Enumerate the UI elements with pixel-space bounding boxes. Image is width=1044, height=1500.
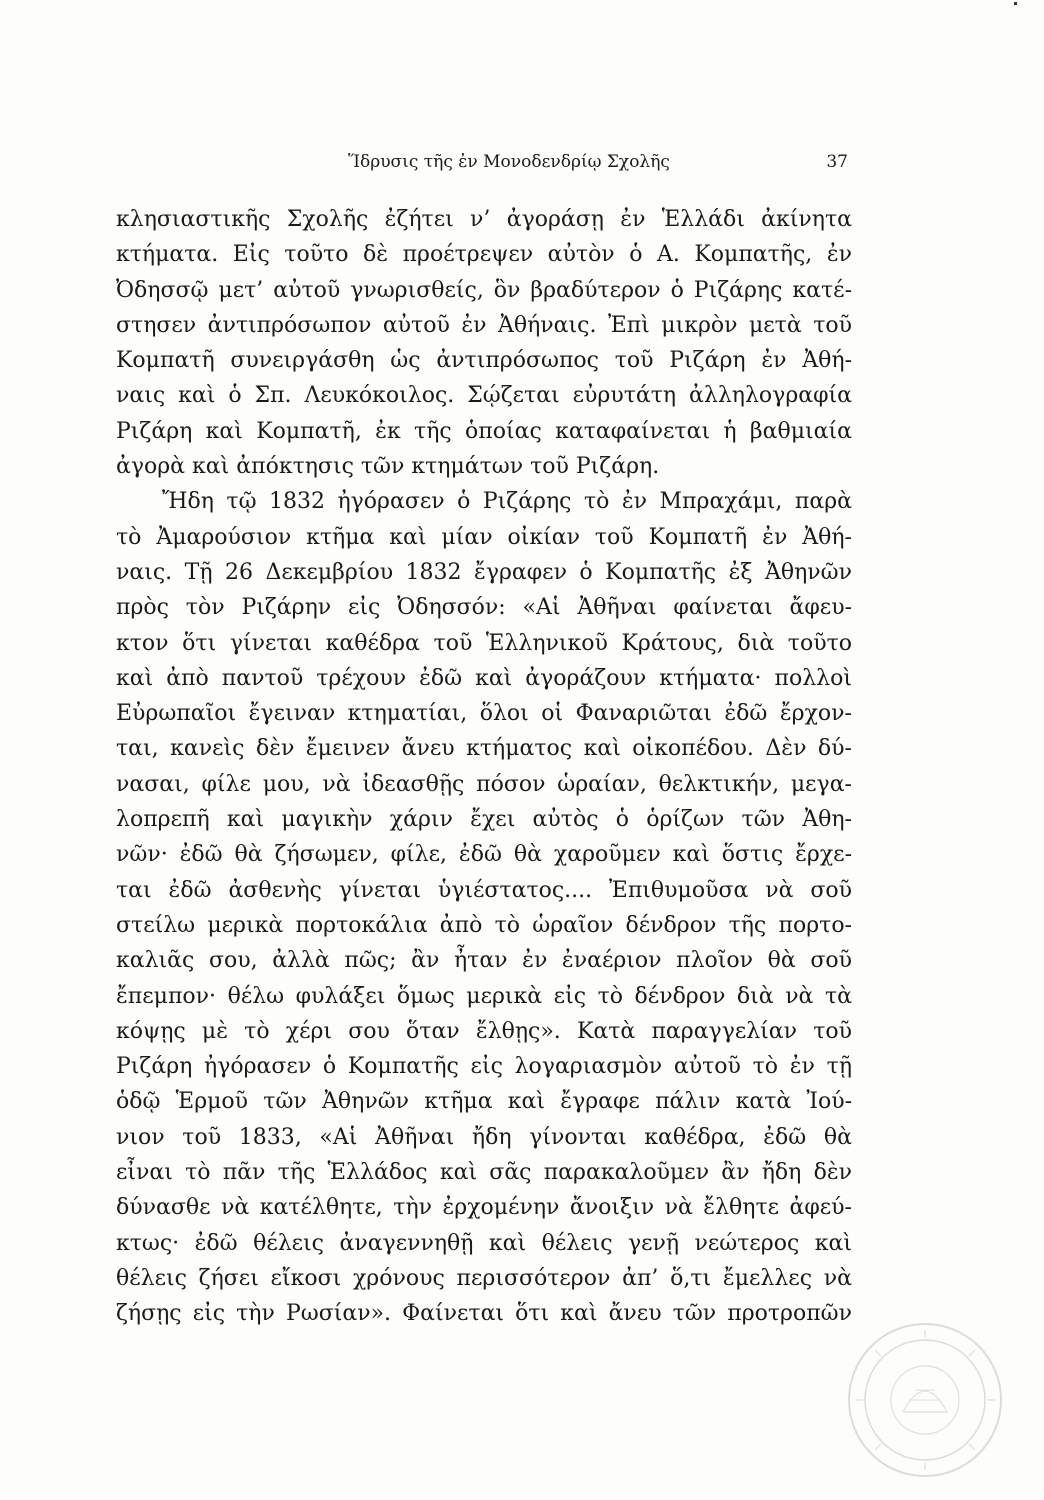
text-line: πρὸς τὸν Ριζάρην εἰς Ὀδησσόν: «Αἱ Ἀθῆναι φαίνεται ἄφευ- — [116, 595, 852, 621]
text-line: λοπρεπῆ καὶ μαγικὴν χάριν ἔχει αὐτὸς ὁ ὁρίζων τῶν Ἀθη- — [116, 807, 852, 833]
running-header — [118, 150, 848, 174]
text-line: καλιᾶς σου, ἀλλὰ πῶς; ἂν ἦταν ἐν ἐναέριον πλοῖον θὰ σοῦ — [116, 948, 852, 974]
text-line: ζήσῃς εἰς τὴν Ρωσίαν». Φαίνεται ὅτι καὶ ἄνευ τῶν προτροπῶν — [116, 1301, 852, 1327]
body-text — [116, 202, 852, 1332]
text-line: κόψῃς μὲ τὸ χέρι σου ὅταν ἔλθῃς». Κατὰ παραγγελίαν τοῦ — [116, 1018, 852, 1044]
text-line: θέλεις ζήσει εἴκοσι χρόνους περισσότερον ἀπ’ ὅ,τι ἔμελλες νὰ — [116, 1265, 852, 1291]
text-line: Ὀδησσῷ μετ’ αὐτοῦ γνωρισθείς, ὃν βραδύτερον ὁ Ριζάρης κατέ- — [116, 277, 852, 303]
text-line: εἶναι τὸ πᾶν τῆς Ἑλλάδος καὶ σᾶς παρακαλοῦμεν ἂν ἤδη δὲν — [116, 1160, 852, 1186]
text-line: καὶ ἀπὸ παντοῦ τρέχουν ἐδῶ καὶ ἀγοράζουν κτήματα· πολλοὶ — [116, 665, 852, 691]
text-line: νῶν· ἐδῶ θὰ ζήσωμεν, φίλε, ἐδῶ θὰ χαροῦμεν καὶ ὅστις ἔρχε- — [116, 842, 852, 868]
text-line: κτήματα. Εἰς τοῦτο δὲ προέτρεψεν αὐτὸν ὁ Α. Κομπατῆς, ἐν — [116, 242, 852, 268]
text-line: ἀγορὰ καὶ ἀπόκτησις τῶν κτημάτων τοῦ Ριζάρη. — [116, 454, 660, 480]
text-line: ναις καὶ ὁ Σπ. Λευκόκοιλος. Σῴζεται εὐρυτάτη ἀλληλογραφία — [116, 383, 852, 409]
text-line: κλησιαστικῆς Σχολῆς ἐζήτει ν’ ἀγοράσῃ ἐν Ἑλλάδι ἀκίνητα — [116, 207, 852, 232]
text-line: δύνασθε νὰ κατέλθητε, τὴν ἐρχομένην ἄνοιξιν νὰ ἔλθητε ἀφεύ- — [116, 1195, 852, 1221]
text-line: ὁδῷ Ἑρμοῦ τῶν Ἀθηνῶν κτῆμα καὶ ἔγραφε πάλιν κατὰ Ἰού- — [116, 1089, 852, 1115]
text-line: κτον ὅτι γίνεται καθέδρα τοῦ Ἑλληνικοῦ Κράτους, διὰ τοῦτο — [116, 630, 852, 656]
text-line: Κομπατῆ συνειργάσθη ὡς ἀντιπρόσωπος τοῦ Ριζάρη ἐν Ἀθή- — [116, 348, 852, 374]
corner-speck — [1014, 2, 1017, 5]
text-line: κτως· ἐδῶ θέλεις ἀναγεννηθῇ καὶ θέλεις γενῇ νεώτερος καὶ — [116, 1230, 852, 1256]
text-line: τὸ Ἀμαρούσιον κτῆμα καὶ μίαν οἰκίαν τοῦ Κομπατῆ ἐν Ἀθή- — [116, 524, 852, 550]
text-line: ἔπεμπον· θέλω φυλάξει ὅμως μερικὰ εἰς τὸ δένδρον διὰ νὰ τὰ — [116, 983, 852, 1009]
text-line: ται ἐδῶ ἀσθενὴς γίνεται ὑγιέστατος.... Ἐπιθυμοῦσα νὰ σοῦ — [116, 877, 852, 903]
text-line: νασαι, φίλε μου, νὰ ἰδεασθῇς πόσον ὡραίαν, θελκτικήν, μεγα- — [116, 771, 852, 797]
text-line: Ριζάρη ἠγόρασεν ὁ Κομπατῆς εἰς λογαριασμὸν αὐτοῦ τὸ ἐν τῇ — [116, 1054, 852, 1080]
text-line: Ριζάρη καὶ Κομπατῆ, ἐκ τῆς ὁποίας καταφαίνεται ἡ βαθμιαία — [116, 418, 852, 444]
running-title: Ἵδρυσις τῆς ἐν Μονοδενδρίῳ Σχολῆς — [348, 152, 670, 172]
text-line: Εὐρωπαῖοι ἔγειναν κτηματίαι, ὅλοι οἱ Φαναριῶται ἐδῶ ἔρχον- — [116, 701, 852, 727]
text-line: ται, κανεὶς δὲν ἔμεινεν ἄνευ κτήματος καὶ οἰκοπέδου. Δὲν δύ- — [116, 736, 852, 762]
page-number: 37 — [826, 152, 848, 172]
library-seal-watermark — [845, 1320, 1005, 1480]
text-line: Ἤδη τῷ 1832 ἠγόρασεν ὁ Ριζάρης τὸ ἐν Μπραχάμι, παρὰ — [162, 489, 852, 515]
text-line: νιον τοῦ 1833, «Αἱ Ἀθῆναι ἤδη γίνονται καθέδρα, ἐδῶ θὰ — [116, 1124, 852, 1150]
text-line: στησεν ἀντιπρόσωπον αὐτοῦ ἐν Ἀθήναις. Ἐπὶ μικρὸν μετὰ τοῦ — [116, 312, 852, 338]
text-line: ναις. Τῇ 26 Δεκεμβρίου 1832 ἔγραφεν ὁ Κομπατῆς ἐξ Ἀθηνῶν — [116, 559, 852, 585]
text-line: στείλω μερικὰ πορτοκάλια ἀπὸ τὸ ὡραῖον δένδρον τῆς πορτο- — [116, 912, 852, 938]
